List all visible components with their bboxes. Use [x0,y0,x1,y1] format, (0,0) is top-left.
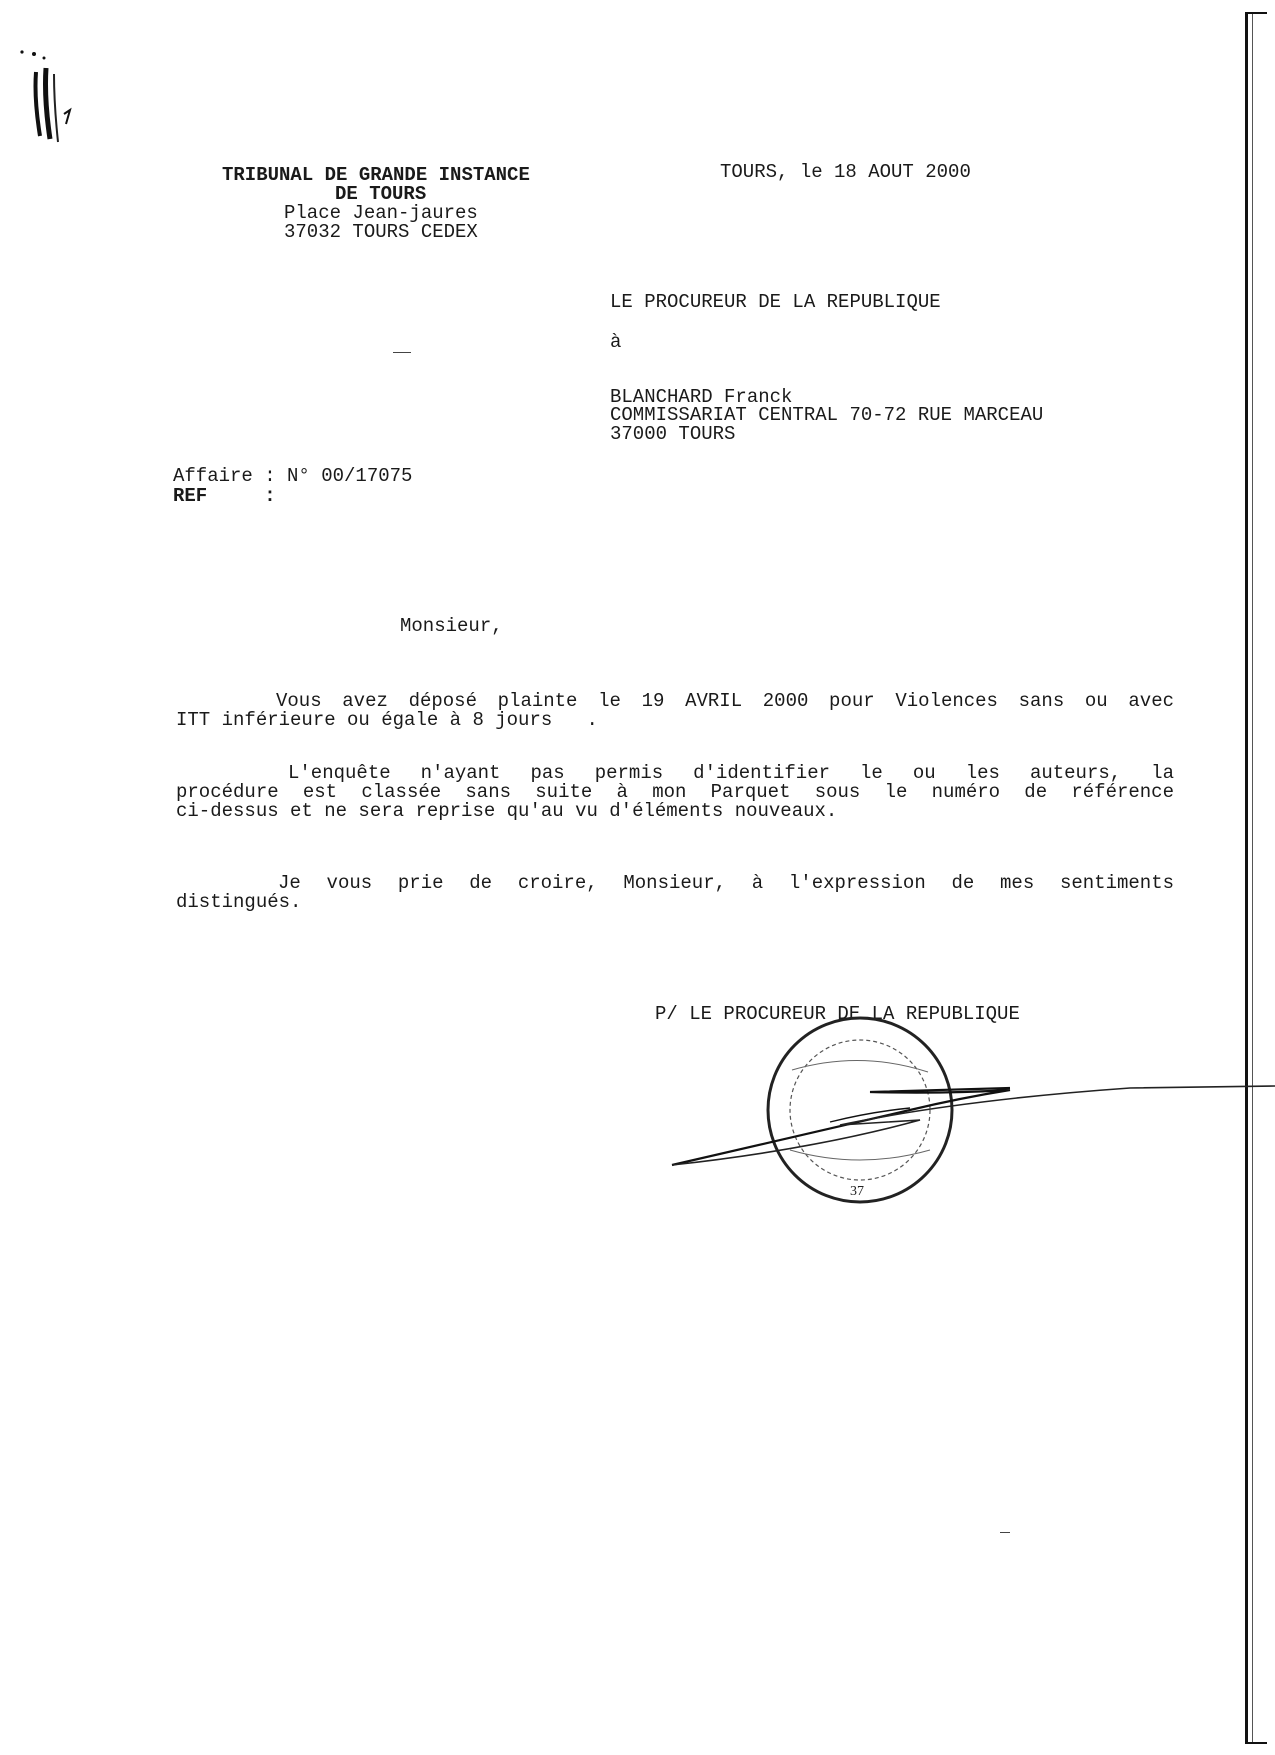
recipient-address-line1: COMMISSARIAT CENTRAL 70-72 RUE MARCEAU [610,404,1044,426]
scan-border-bottom [1245,1742,1267,1744]
court-name-line1: TRIBUNAL DE GRANDE INSTANCE [222,164,530,186]
signature-block: P/ LE PROCUREUR DE LA REPUBLIQUE [655,1003,1020,1025]
paragraph-1-line1: Vous avez déposé plainte le 19 AVRIL 2000 pour Violences sans ou avec [276,690,1174,712]
letter-date: TOURS, le 18 AOUT 2000 [720,161,971,183]
case-ref: REF : [173,485,276,507]
scan-punch-marks [14,44,84,154]
salutation: Monsieur, [400,615,503,637]
scan-dash [393,352,411,353]
paragraph-2-line2: procédure est classée sans suite à mon Parquet sous le numéro de référence [176,781,1174,803]
paragraph-3-line1: Je vous prie de croire, Monsieur, à l'expression de mes sentiments [278,872,1174,894]
scan-border-right-inner [1252,14,1253,1744]
paragraph-2-line3: ci-dessus et ne sera reprise qu'au vu d'éléments nouveaux. [176,800,838,822]
paragraph-2-line1: L'enquête n'ayant pas permis d'identifier le ou les auteurs, la [288,762,1174,784]
sender-title: LE PROCUREUR DE LA REPUBLIQUE [610,291,941,313]
recipient-name: BLANCHARD Franck [610,386,793,408]
paragraph-1-line2: ITT inférieure ou égale à 8 jours . [176,709,598,731]
recipient-address-line2: 37000 TOURS [610,423,736,445]
scan-border-top [1245,12,1267,14]
scan-border-right [1245,14,1248,1744]
court-address-line2: 37032 TOURS CEDEX [284,221,478,243]
sender-to: à [610,331,622,353]
court-name-line2: DE TOURS [335,183,427,205]
case-affaire: Affaire : N° 00/17075 [173,465,413,487]
paragraph-3-line2: distingués. [176,891,302,913]
court-address-line1: Place Jean-jaures [284,202,478,224]
handwritten-signature [660,1070,1275,1180]
stamp-number: 37 [850,1184,864,1199]
scan-dash-bottom [1000,1532,1010,1533]
